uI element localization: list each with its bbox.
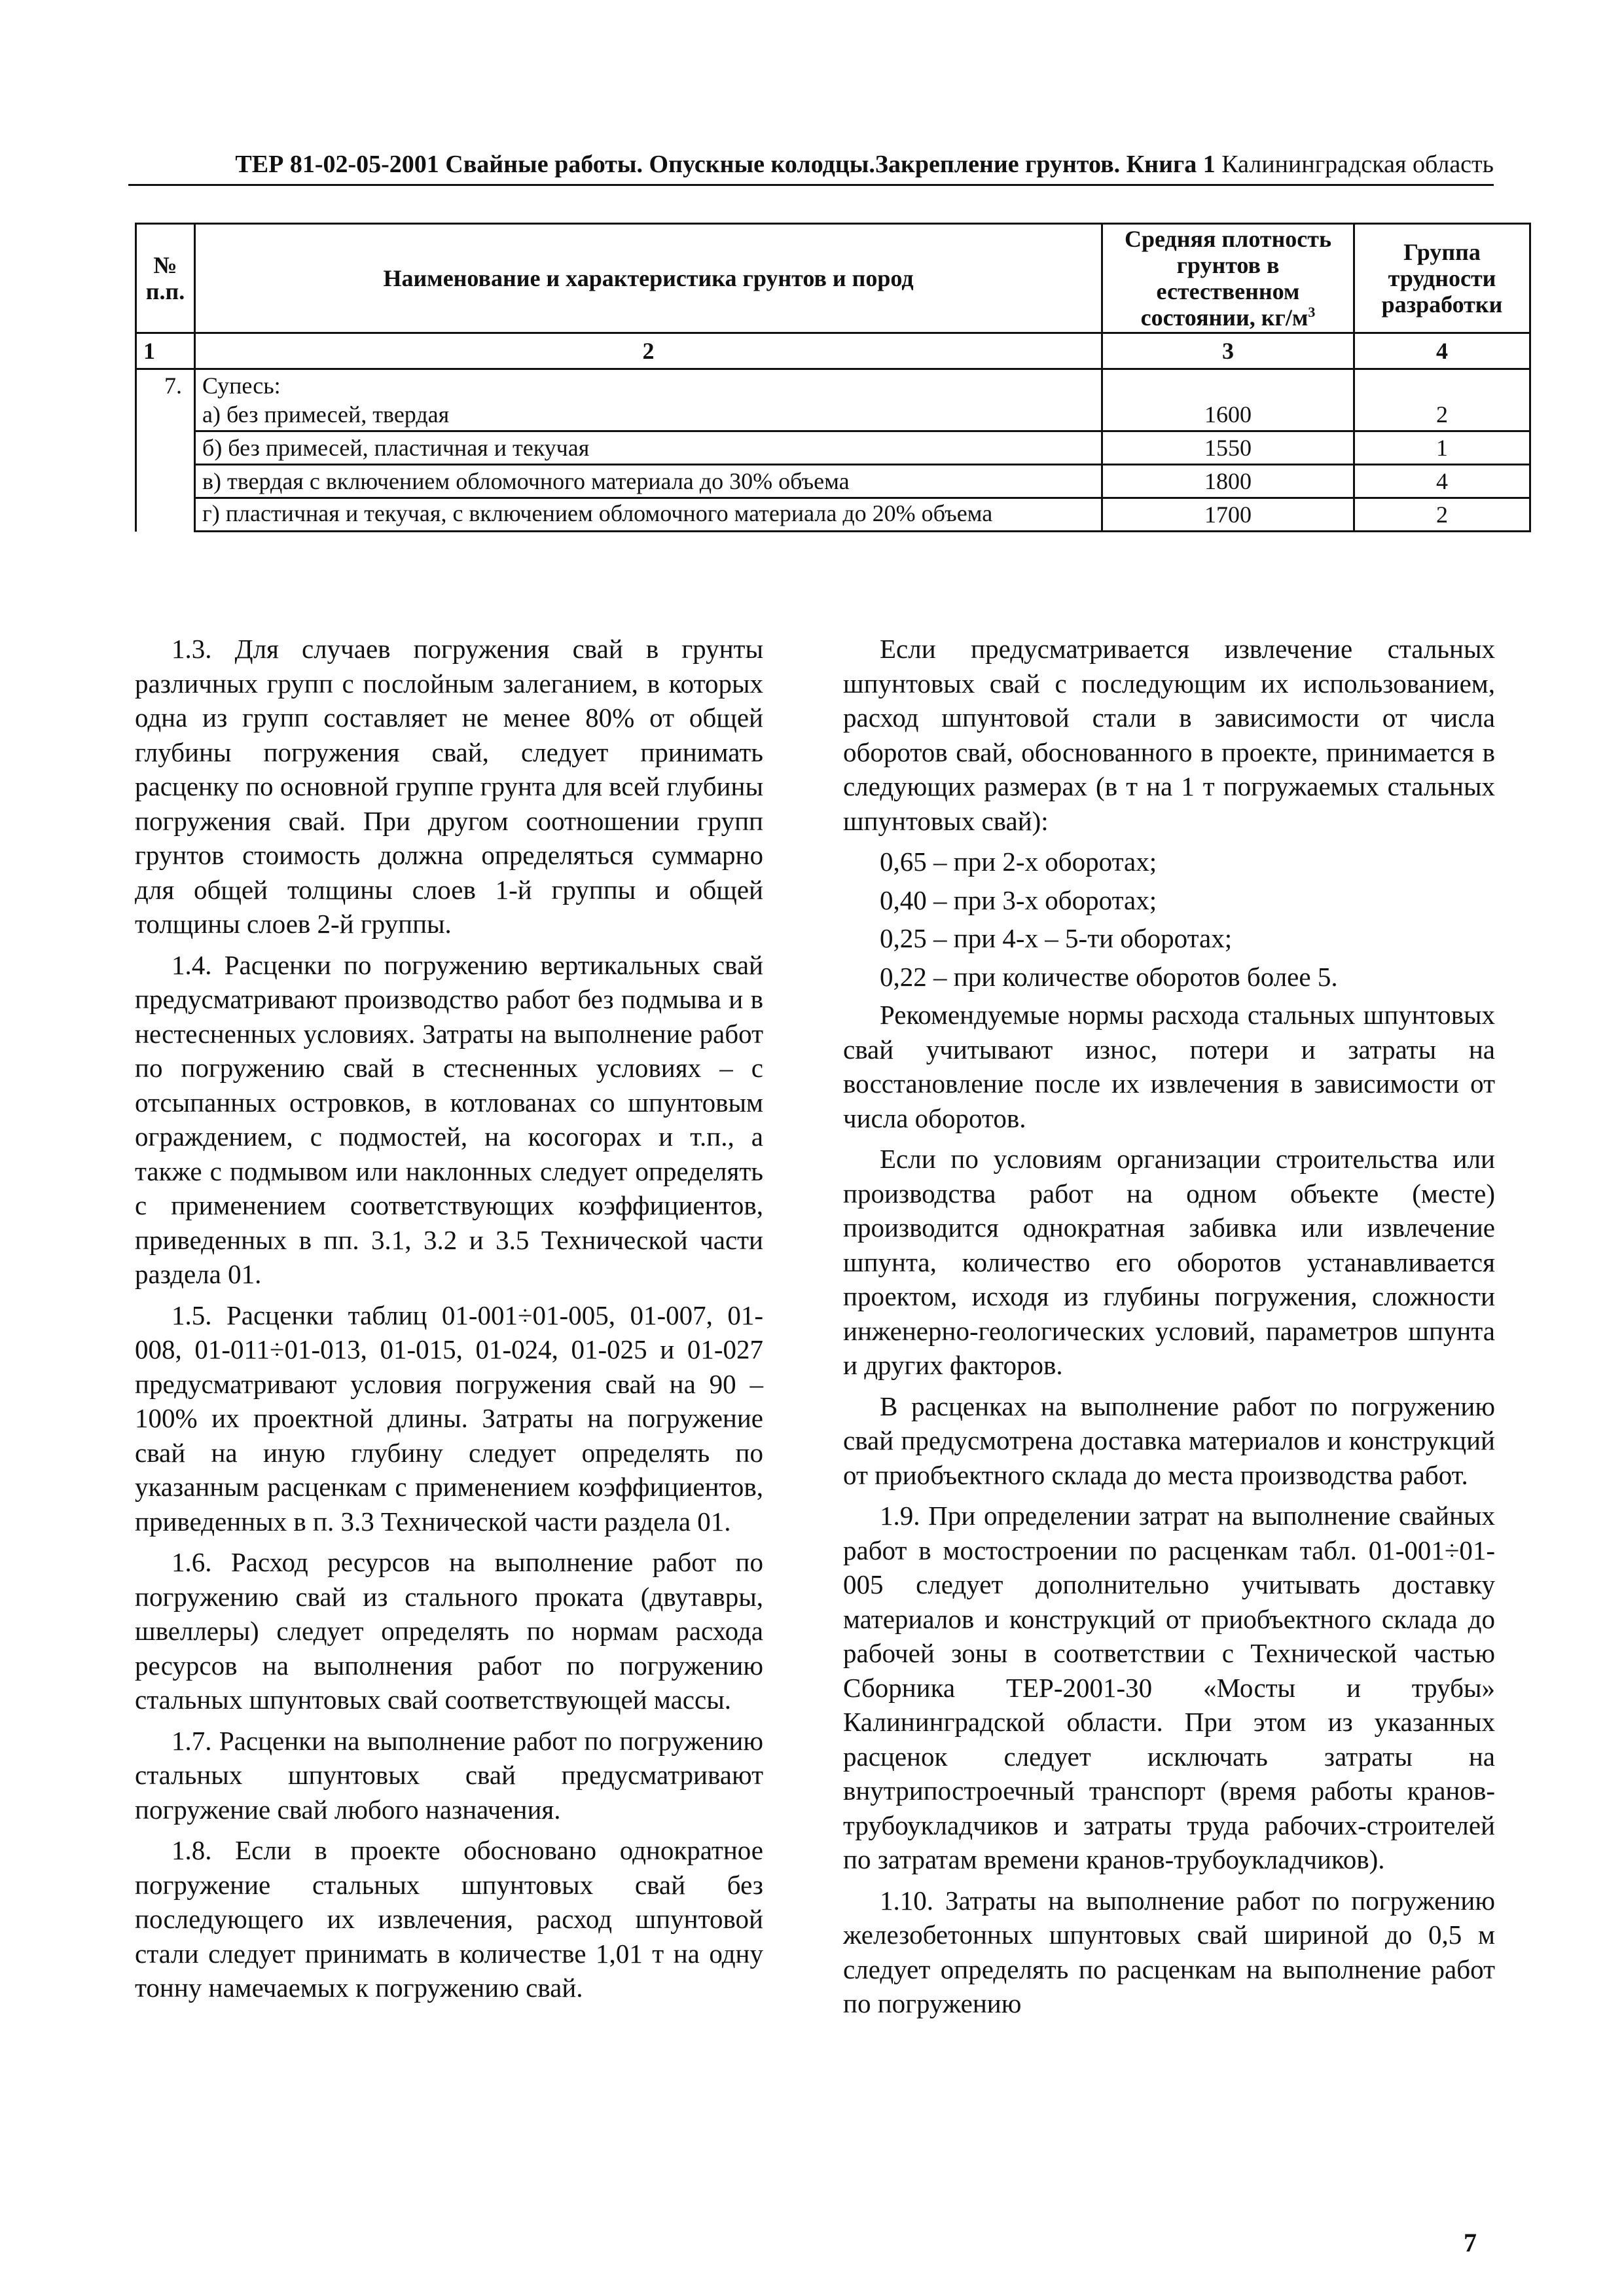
header-density-text: Средняя плотность грунтов в естественном состоянии, кг/м (1124, 226, 1332, 331)
column-number: 3 (1102, 333, 1354, 369)
header-density-sup: 3 (1308, 304, 1316, 320)
header-number: № п.п. (136, 224, 195, 333)
list-item: 0,65 – при 2-х оборотах; (880, 847, 1157, 877)
list-item: 0,22 – при количестве оборотов более 5. (880, 961, 1338, 992)
column-number: 4 (1354, 333, 1530, 369)
right-column (843, 632, 1495, 2028)
table-column-numbers (136, 333, 1530, 369)
column-number: 1 (136, 333, 195, 369)
page-number: 7 (1464, 2228, 1477, 2257)
header-name: Наименование и характеристика грунтов и пород (195, 224, 1102, 333)
table-row (136, 431, 1530, 465)
table-row (136, 465, 1530, 498)
row-name: а) без примесей, твердая (202, 401, 450, 428)
paragraph: 1.8. Если в проекте обосновано однократное погружение стальных шпунтовых свай без последующего их извлечения, расход шпунтовой стали следует принимать в количестве 1,01 т на одну тонну намечаемых к погружению свай. (135, 1835, 763, 2003)
row-group-value: 2 (1436, 401, 1448, 428)
paragraph: 1.4. Расценки по погружению вертикальных свай предусматривают производство работ без подмыва и в нестесненных условиях. Затраты на выполнение работ по погружению свай в стесненных условиях – с отсыпанных островков, в котлованах со шпунтовым ограждением, с подмостей, на косогорах и т.п., а также с подмывом или наклонных следует определять с применением соответствующих коэффициентов, приведенных в пп. 3.1, 3.2 и 3.5 Технической части раздела 01. (135, 949, 763, 1289)
row-density: 1800 (1102, 465, 1354, 498)
list-item: 0,40 – при 3-х оборотах; (880, 884, 1157, 915)
row-group (1354, 369, 1530, 431)
row-group: 1 (1354, 431, 1530, 465)
row-group: 4 (1354, 465, 1530, 498)
header-region: Калининградская область (1215, 151, 1494, 178)
row-density-value: 1600 (1204, 401, 1252, 428)
paragraph: 1.7. Расценки на выполнение работ по погружению стальных шпунтовых свай предусматривают погружение свай любого назначения. (135, 1725, 763, 1825)
row-group: 2 (1354, 498, 1530, 532)
column-number: 2 (195, 333, 1102, 369)
header-divider (128, 184, 1494, 186)
group-title-text: Супесь: (202, 373, 281, 399)
group-title (195, 369, 1102, 431)
paragraph: 1.10. Затраты на выполнение работ по погружению железобетонных шпунтовых свай шириной до 0,5 м следует определять по расценкам на выполнение работ по погружению (843, 1885, 1495, 2018)
left-column (135, 632, 763, 2012)
row-density: 1550 (1102, 431, 1354, 465)
table-header-row (136, 224, 1530, 333)
paragraph: 1.6. Расход ресурсов на выполнение работ по погружению свай из стального проката (двутавры, швеллеры) следует определять по нормам расхода ресурсов на выполнения работ по погружению стальных шпунтовых свай соответствующей массы. (135, 1547, 763, 1715)
row-name: б) без примесей, пластичная и текучая (195, 431, 1102, 465)
row-number: 7. (136, 369, 195, 532)
table-row (136, 498, 1530, 532)
paragraph: Если по условиям организации строительства или производства работ на одном объекте (месте) производится однократная забивка или извлечение шпунта, количество его оборотов устанавливается проектом, исходя из глубины погружения, сложности инженерно-геологических условий, параметров шпунта и других факторов. (843, 1144, 1495, 1380)
row-name: в) твердая с включением обломочного материала до 30% объема (195, 465, 1102, 498)
paragraph: В расценках на выполнение работ по погружению свай предусмотрена доставка материалов и конструкций от приобъектного склада до места производства работ. (843, 1391, 1495, 1490)
paragraph: 1.3. Для случаев погружения свай в грунты различных групп с послойным залеганием, в которых одна из групп составляет не менее 80% от общей глубины погружения свай, следует принимать расценку по основной группе грунта для всей глубины погружения свай. При другом соотношении групп грунтов стоимость должна определяться суммарно для общей толщины слоев 1-й группы и общей толщины слоев 2-й группы. (135, 634, 763, 939)
header-group: Группа трудности разработки (1354, 224, 1530, 333)
paragraph: Если предусматривается извлечение стальных шпунтовых свай с последующим их использованием, расход шпунтовой стали в зависимости от числа оборотов свай, обоснованного в проекте, принимается в следующих размерах (в т на 1 т погружаемых стальных шпунтовых свай): (843, 634, 1495, 836)
row-density (1102, 369, 1354, 431)
header-density (1102, 224, 1354, 333)
paragraph: 1.9. При определении затрат на выполнение свайных работ в мостостроении по расценкам табл. 01-001÷01-005 следует дополнительно учитывать доставку материалов и конструкций от приобъектного склада до рабочей зоны в соответствии с Технической частью Сборника ТЕР-2001-30 «Мосты и трубы» Калининградской области. При этом из указанных расценок следует исключать затраты на внутрипостроечный транспорт (время работы кранов-трубоукладчиков и затраты труда рабочих-строителей по затратам времени кранов-трубоукладчиков). (843, 1501, 1495, 1874)
paragraph: 1.5. Расценки таблиц 01-001÷01-005, 01-007, 01-008, 01-011÷01-013, 01-015, 01-024, 01-025 и 01-027 предусматривают условия погружения свай на 90 – 100% их проектной длины. Затраты на погружение свай на иную глубину следует определять по указанным расценкам с применением коэффициентов, приведенных в п. 3.3 Технической части раздела 01. (135, 1300, 763, 1537)
row-density: 1700 (1102, 498, 1354, 532)
soil-table (135, 223, 1531, 532)
header-title: ТЕР 81-02-05-2001 Свайные работы. Опускные колодцы.Закрепление грунтов. Книга 1 (235, 151, 1216, 178)
list-item: 0,25 – при 4-х – 5-ти оборотах; (880, 923, 1233, 953)
page-header (175, 149, 1494, 179)
table-row (136, 369, 1530, 431)
paragraph: Рекомендуемые нормы расхода стальных шпунтовых свай учитывают износ, потери и затраты на восстановление после их извлечения в зависимости от числа оборотов. (843, 1000, 1495, 1133)
row-name: г) пластичная и текучая, с включением обломочного материала до 20% объема (195, 498, 1102, 532)
